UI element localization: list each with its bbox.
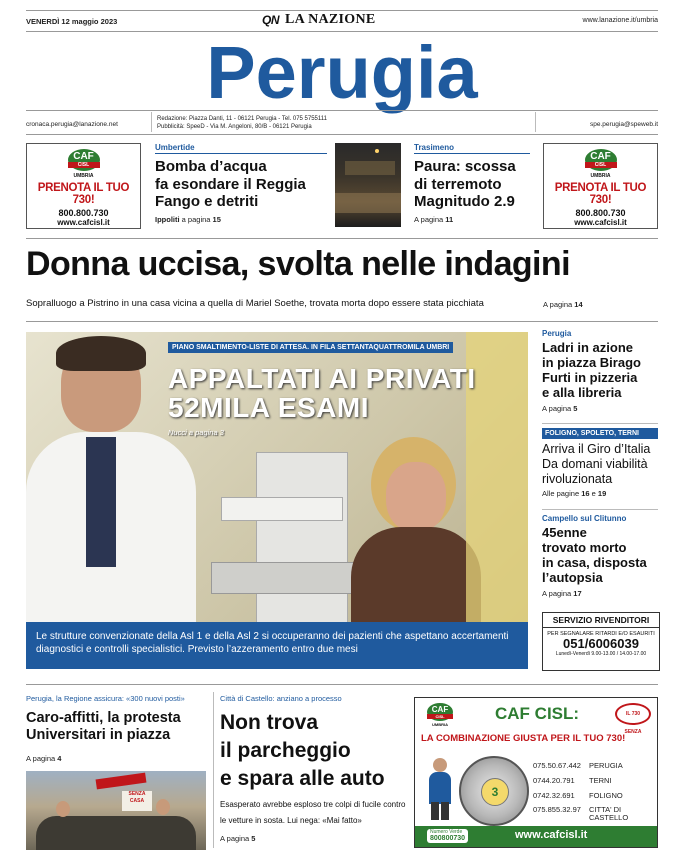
newspaper-logo: [262, 12, 376, 28]
office-row: 075.855.32.97 CITTA' DI CASTELLO: [533, 805, 629, 822]
story-label: Perugia, la Regione assicura: «300 nuovi posti»: [26, 694, 185, 703]
flood-photo: [335, 143, 401, 227]
numero-verde-badge: Numero Verde 800800730: [427, 829, 468, 843]
caf-logo-icon: CAF CISL: [585, 149, 617, 171]
mammography-machine: [256, 452, 348, 624]
story-label: Campello sul Clitunno: [542, 514, 627, 523]
protest-sign: SENZA CASA: [122, 791, 152, 811]
email-pubblicita[interactable]: spe.perugia@speweb.it: [589, 121, 658, 128]
service-hours: Lunedì-Venerdì 9.00-13.00 / 14.00-17.00: [555, 651, 647, 657]
man-figure: [433, 758, 447, 772]
caf-region: UMBRIA: [432, 722, 448, 727]
page-ref: A pagina 17: [542, 588, 582, 598]
page-ref: A pagina 5: [542, 403, 578, 413]
caf-region: UMBRIA: [590, 173, 611, 179]
service-title: SERVIZIO RIVENDITORI: [543, 613, 659, 628]
caf-logo-icon: CAF CISL: [68, 149, 100, 171]
patient-body: [351, 527, 481, 622]
service-phone[interactable]: 051/6006039: [563, 636, 639, 651]
story-headline: Bomba d’acqua fa esondare il Reggia Fango e detriti: [155, 158, 306, 211]
caf-ad-left[interactable]: [26, 143, 141, 229]
sidebar-story-1[interactable]: [542, 329, 658, 413]
caf-slogan: PRENOTA IL TUO 730!: [554, 182, 647, 206]
redazione-info: [157, 115, 327, 131]
story-headline: 45enne trovato morto in casa, disposta l’autopsia: [542, 525, 647, 585]
lead-page-ref: A pagina 14: [543, 300, 583, 309]
redazione-line: Redazione: Piazza Danti, 11 - 06121 Perugia - Tel. 075 5755111: [157, 116, 328, 122]
caf-ad-right[interactable]: [543, 143, 658, 229]
caf-big-ad[interactable]: [414, 697, 658, 848]
story-headline: Non trova il parcheggio e spara alle auto: [220, 711, 385, 790]
issue-date: VENERDÌ 12 maggio 2023: [26, 17, 118, 26]
photo-caption: Le strutture convenzionate della Asl 1 e della Asl 2 si occuperanno dei pazienti che aspettano accertamenti diagnostici e controlli specialistici. Previsto l’azzeramento entro due mesi: [36, 631, 509, 655]
qn-logo: QN: [262, 13, 279, 27]
sidebar-story-3[interactable]: [542, 514, 658, 598]
office-row: 0742.32.691 FOLIGNO: [533, 791, 623, 800]
story-headline: Caro-affitti, la protesta Universitari in piazza: [26, 710, 181, 744]
protest-photo: [26, 771, 206, 850]
photo-headline: APPALTATI AI PRIVATI 52MILA ESAMI: [168, 363, 476, 423]
story-headline: Arriva il Giro d’Italia Da domani viabilità rivoluzionata: [542, 442, 651, 486]
story-umbertide[interactable]: [155, 143, 327, 224]
service-line: PER SEGNALARE RITARDI E/O ESAURITI: [547, 631, 655, 637]
caf-office-list: [533, 758, 653, 822]
page-title: Perugia: [206, 31, 478, 114]
page-ref: A pagina 4: [26, 753, 62, 763]
caf-logo-icon: CAF CISL: [427, 703, 453, 721]
story-caro-affitti[interactable]: [26, 694, 210, 763]
story-label: Perugia: [542, 329, 572, 338]
sidebar-story-2[interactable]: [542, 428, 658, 498]
caf-big-title: CAF CISL:: [495, 704, 580, 723]
safe-dial-icon: 3: [459, 756, 529, 826]
office-row: 075.50.67.442 PERUGIA: [533, 761, 623, 770]
story-headline: Ladri in azione in piazza Birago Furti in pizzeria e alla libreria: [542, 340, 641, 400]
page-ref: Alle pagine 16 e 19: [542, 489, 607, 498]
story-spara-alle-auto[interactable]: [220, 694, 406, 843]
story-label: FOLIGNO, SPOLETO, TERNI: [542, 428, 658, 439]
office-row: 0744.20.791 TERNI: [533, 776, 612, 785]
page-ref: A pagina 5: [220, 833, 256, 843]
website-link[interactable]: www.lanazione.it/umbria: [582, 17, 658, 24]
story-headline: Paura: scossa di terremoto Magnitudo 2.9: [414, 158, 516, 211]
caf-big-site: www.cafcisl.it: [515, 829, 588, 841]
photo-kicker: PIANO SMALTIMENTO-LISTE DI ATTESA. IN FILA SETTANTAQUATTROMILA UMBRI: [168, 342, 453, 353]
lead-headline[interactable]: Donna uccisa, svolta nelle indagini: [26, 245, 570, 283]
service-box: [542, 612, 660, 671]
caf-big-slogan: LA COMBINAZIONE GIUSTA PER IL TUO 730!: [421, 733, 626, 744]
story-body: Esasperato avrebbe esploso tre colpi di fucile contro le vetture in sosta. Lui nega: «Mai fatto»: [220, 799, 406, 825]
caf-region: UMBRIA: [73, 173, 94, 179]
la-nazione-logo: LA NAZIONE: [285, 12, 376, 27]
story-label: Città di Castello: anziano a processo: [220, 694, 342, 703]
pubblicita-line: Pubblicità: SpeeD - Via M. Angeloni, 80/B - 06121 Perugia: [157, 124, 312, 130]
caf-site: www.cafcisl.it: [574, 218, 627, 227]
page-ref: A pagina 11: [414, 215, 454, 225]
photo-author: Nucci a pagina 3: [168, 428, 224, 437]
email-cronaca[interactable]: cronaca.perugia@lanazione.net: [26, 121, 118, 128]
caf-site: www.cafcisl.it: [57, 218, 110, 227]
story-trasimeno[interactable]: [414, 143, 530, 224]
page-ref: Ippoliti a pagina 15: [155, 215, 221, 225]
story-label: Trasimeno: [414, 143, 455, 152]
caf-phone: 800.800.730: [575, 208, 626, 218]
caf-stamp: IL 730 SENZA: [615, 703, 651, 725]
caf-phone: 800.800.730: [58, 208, 109, 218]
photo-story[interactable]: [26, 332, 528, 669]
story-label: Umbertide: [155, 143, 195, 152]
caf-slogan: PRENOTA IL TUO 730!: [37, 182, 130, 206]
photo-caption-band: [26, 622, 528, 669]
lead-summary: Sopralluogo a Pistrino in una casa vicina a quella di Mariel Soethe, trovata morta dopo essere stata picchiata: [26, 298, 484, 309]
